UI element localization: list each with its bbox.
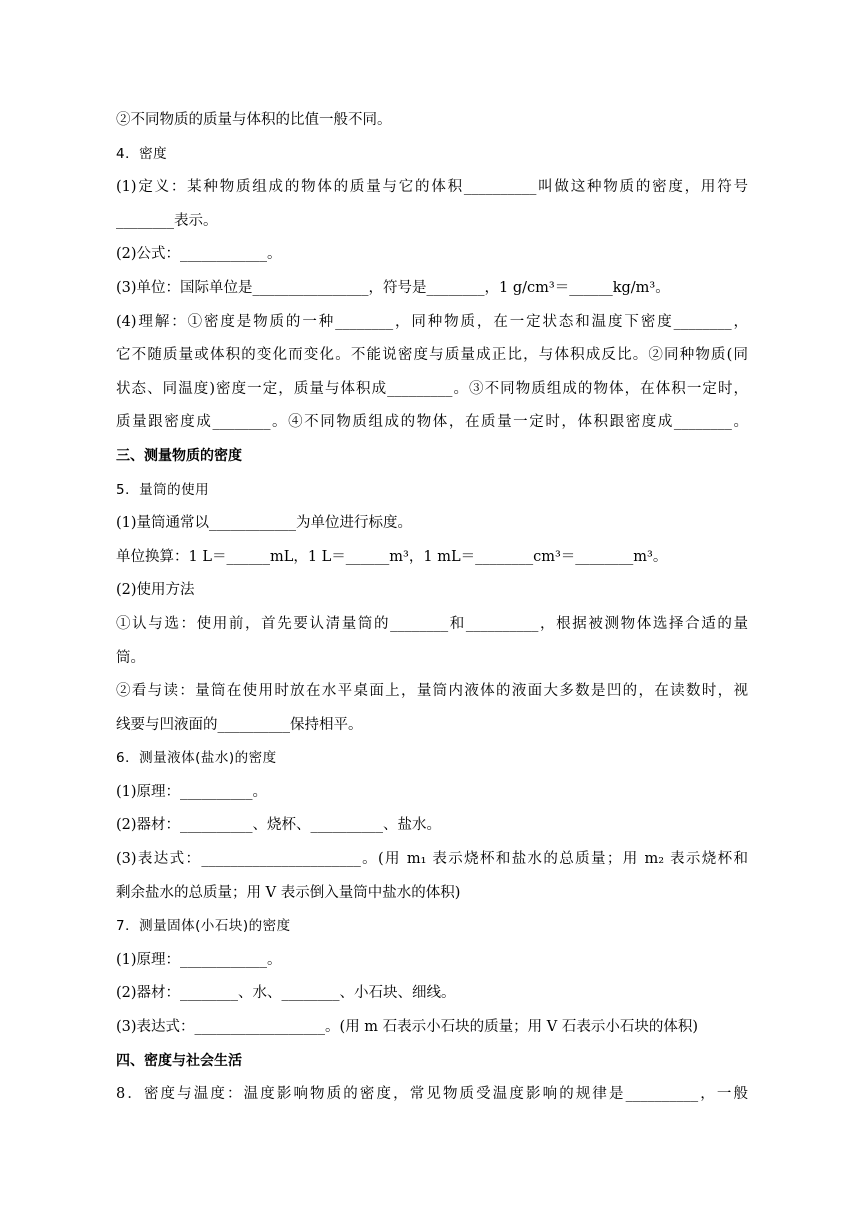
chapter-heading: 三、测量物质的密度 <box>116 447 242 464</box>
text-line: (2)器材：________、水、________、小石块、细线。 <box>116 985 456 1002</box>
text-line: (1)原理：____________。 <box>116 951 282 968</box>
text-line: (1)定义：某种物质组成的物体的质量与它的体积__________叫做这种物质的密度，用符号 <box>116 179 748 196</box>
text-line: (2)器材：__________、烧杯、__________、盐水。 <box>116 817 442 834</box>
text-line: (2)公式：____________。 <box>116 246 282 263</box>
text-line: ②看与读：量筒在使用时放在水平桌面上，量筒内液体的液面大多数是凹的，在读数时，视 <box>116 683 748 700</box>
text-line: 它不随质量或体积的变化而变化。不能说密度与质量成正比，与体积成反比。②同种物质(同 <box>116 347 748 364</box>
section-heading: 5．量筒的使用 <box>116 481 210 498</box>
section-heading: 6．测量液体(盐水)的密度 <box>116 750 277 767</box>
document-page <box>116 104 748 1112</box>
text-line: 8．密度与温度：温度影响物质的密度，常见物质受温度影响的规律是__________，一般 <box>116 1086 748 1103</box>
section-heading: 4．密度 <box>116 145 168 162</box>
text-line: 单位换算：1 L＝______mL，1 L＝______m³，1 mL＝________cm³＝________m³。 <box>116 548 668 565</box>
text-line: ②不同物质的质量与体积的比值一般不同。 <box>116 112 392 128</box>
text-line: (1)原理：__________。 <box>116 783 268 800</box>
chapter-heading: 四、密度与社会生活 <box>116 1052 242 1069</box>
text-line: 筒。 <box>116 649 145 666</box>
text-line: (4)理解：①密度是物质的一种________，同种物质，在一定状态和温度下密度________， <box>116 313 748 330</box>
section-heading: 7．测量固体(小石块)的密度 <box>116 918 291 935</box>
text-line: (3)表达式：______________________。(用 m₁ 表示烧杯和盐水的总质量；用 m₂ 表示烧杯和 <box>116 851 748 868</box>
text-line: (3)单位：国际单位是________________，符号是________，1 g/cm³＝______kg/m³。 <box>116 279 670 296</box>
text-line: 质量跟密度成________。④不同物质组成的物体，在质量一定时，体积跟密度成________。 <box>116 414 748 431</box>
text-line: (3)表达式：__________________。(用 m 石表示小石块的质量；用 V 石表示小石块的体积) <box>116 1019 699 1036</box>
text-line: ________表示。 <box>116 212 218 229</box>
text-line: (2)使用方法 <box>116 582 195 599</box>
text-line: (1)量筒通常以____________为单位进行标度。 <box>116 515 413 532</box>
text-line: ①认与选：使用前，首先要认清量筒的________和__________，根据被测物体选择合适的量 <box>116 615 748 632</box>
text-line: 线要与凹液面的__________保持相平。 <box>116 716 363 733</box>
text-line: 状态、同温度)密度一定，质量与体积成_________。③不同物质组成的物体，在体积一定时， <box>116 380 748 397</box>
text-line: 剩余盐水的总质量；用 V 表示倒入量筒中盐水的体积) <box>116 884 461 901</box>
